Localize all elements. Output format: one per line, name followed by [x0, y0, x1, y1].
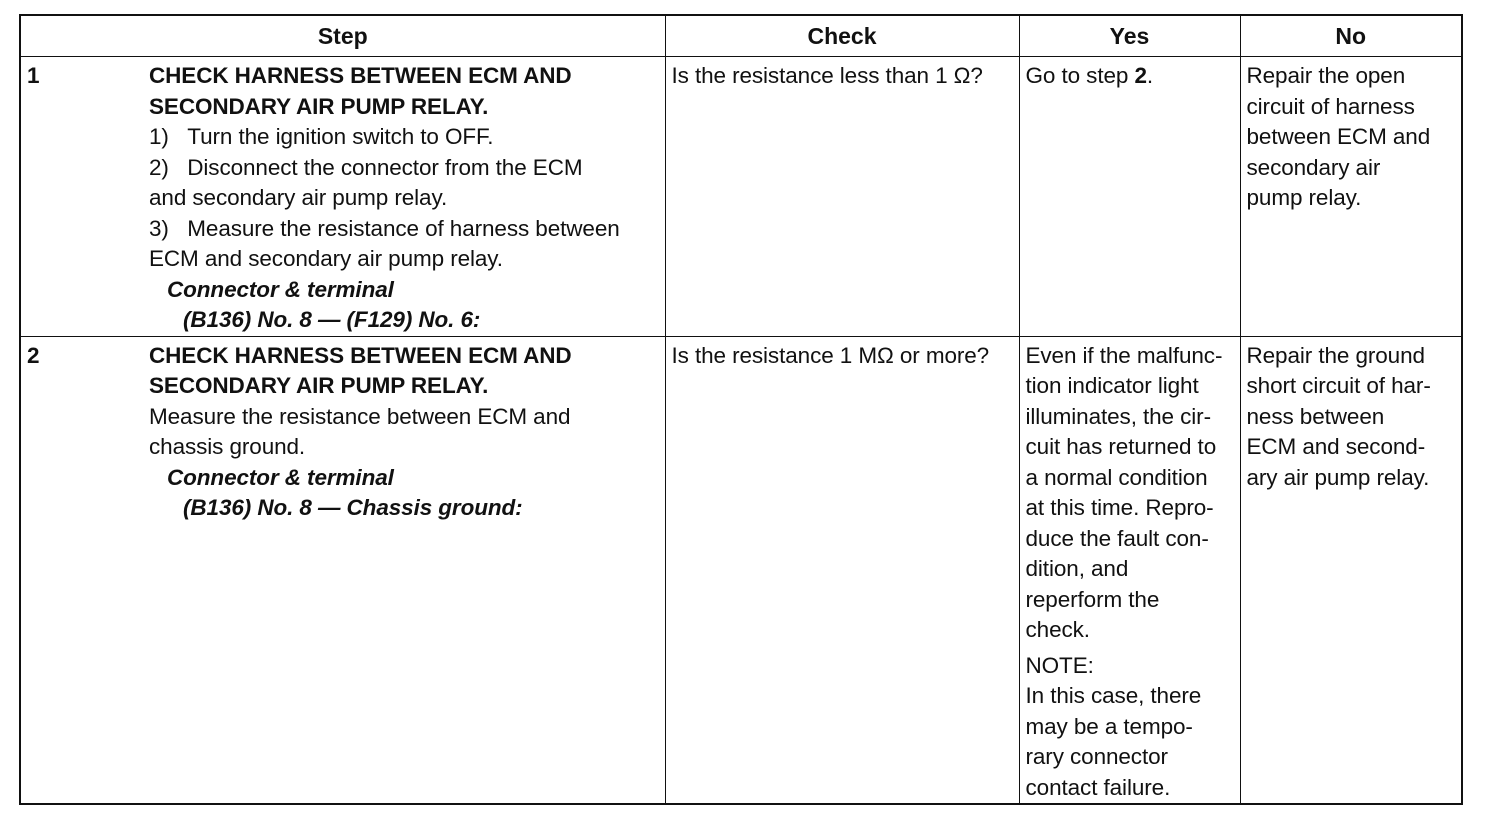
header-yes: Yes [1019, 15, 1240, 57]
no-line: ary air pump relay. [1246, 464, 1430, 490]
yes-line: reperform the [1025, 586, 1160, 612]
no-action [1241, 337, 1462, 494]
yes-line: tion indicator light [1025, 373, 1199, 398]
diagnostic-table [19, 14, 1463, 805]
step-instruction: 1) Turn the ignition switch to OFF. [149, 124, 494, 149]
no-line: circuit of harness [1246, 93, 1415, 119]
check-cell [665, 57, 1019, 337]
yes-action [1020, 337, 1240, 804]
no-line: ness between [1246, 403, 1385, 429]
step-instruction: Measure the resistance between ECM and [149, 403, 571, 429]
note-line: may be a tempo- [1025, 713, 1193, 739]
yes-step-ref: 2 [1134, 63, 1147, 88]
yes-line: at this time. Repro- [1025, 495, 1214, 520]
step-instruction: and secondary air pump relay. [149, 185, 448, 210]
yes-line: check. [1025, 617, 1090, 642]
no-line: Repair the open [1246, 63, 1406, 88]
step-instruction: ECM and secondary air pump relay. [149, 246, 503, 271]
no-cell [1240, 57, 1462, 337]
note-line: rary connector [1025, 744, 1168, 769]
step-instruction: 3) Measure the resistance of harness between [149, 215, 620, 241]
yes-line: illuminates, the cir- [1025, 403, 1211, 429]
no-cell [1240, 336, 1462, 804]
connector-label: Connector & terminal [167, 464, 394, 490]
step-heading-line2: SECONDARY AIR PUMP RELAY. [149, 373, 489, 398]
yes-line: a normal condition [1025, 464, 1208, 490]
step-cell [20, 336, 665, 804]
no-line: pump relay. [1246, 185, 1362, 210]
step-body [149, 61, 659, 336]
step-heading-line2: SECONDARY AIR PUMP RELAY. [149, 93, 489, 119]
note-label: NOTE: [1025, 652, 1094, 678]
header-step: Step [20, 15, 665, 57]
step-instruction: 2) Disconnect the connector from the ECM [149, 154, 583, 180]
yes-line: cuit has returned to [1025, 434, 1217, 459]
no-line: short circuit of har- [1246, 373, 1431, 398]
yes-prefix: Go to step [1025, 63, 1135, 88]
table-row-step-1 [20, 57, 1462, 337]
connector-value: (B136) No. 8 — (F129) No. 6: [183, 307, 481, 332]
step-number: 1 [27, 63, 40, 88]
header-row [20, 15, 1462, 57]
step-body [149, 341, 659, 524]
no-action [1241, 57, 1462, 214]
yes-line: duce the fault con- [1025, 525, 1209, 551]
header-no: No [1240, 15, 1462, 57]
step-heading-line1: CHECK HARNESS BETWEEN ECM AND [149, 63, 572, 88]
check-question: Is the resistance 1 MΩ or more? [671, 342, 990, 368]
step-cell [20, 57, 665, 337]
connector-value: (B136) No. 8 — Chassis ground: [183, 495, 523, 520]
yes-suffix: . [1146, 63, 1154, 88]
check-question: Is the resistance less than 1 Ω? [671, 63, 983, 88]
table-row-step-2 [20, 336, 1462, 804]
yes-line: Even if the malfunc- [1025, 342, 1223, 368]
header-check: Check [665, 15, 1019, 57]
note-line: In this case, there [1025, 683, 1202, 708]
step-instruction: chassis ground. [149, 434, 306, 459]
yes-cell [1019, 57, 1240, 337]
no-line: Repair the ground [1246, 342, 1425, 368]
yes-cell [1019, 336, 1240, 804]
check-cell [665, 336, 1019, 804]
no-line: between ECM and [1246, 124, 1431, 149]
note-line: contact failure. [1025, 774, 1171, 800]
step-number: 2 [27, 342, 40, 368]
step-heading-line1: CHECK HARNESS BETWEEN ECM AND [149, 342, 572, 368]
yes-action [1020, 57, 1240, 92]
connector-label: Connector & terminal [167, 276, 394, 302]
yes-line: dition, and [1025, 556, 1129, 581]
no-line: ECM and second- [1246, 434, 1426, 459]
no-line: secondary air [1246, 154, 1381, 180]
